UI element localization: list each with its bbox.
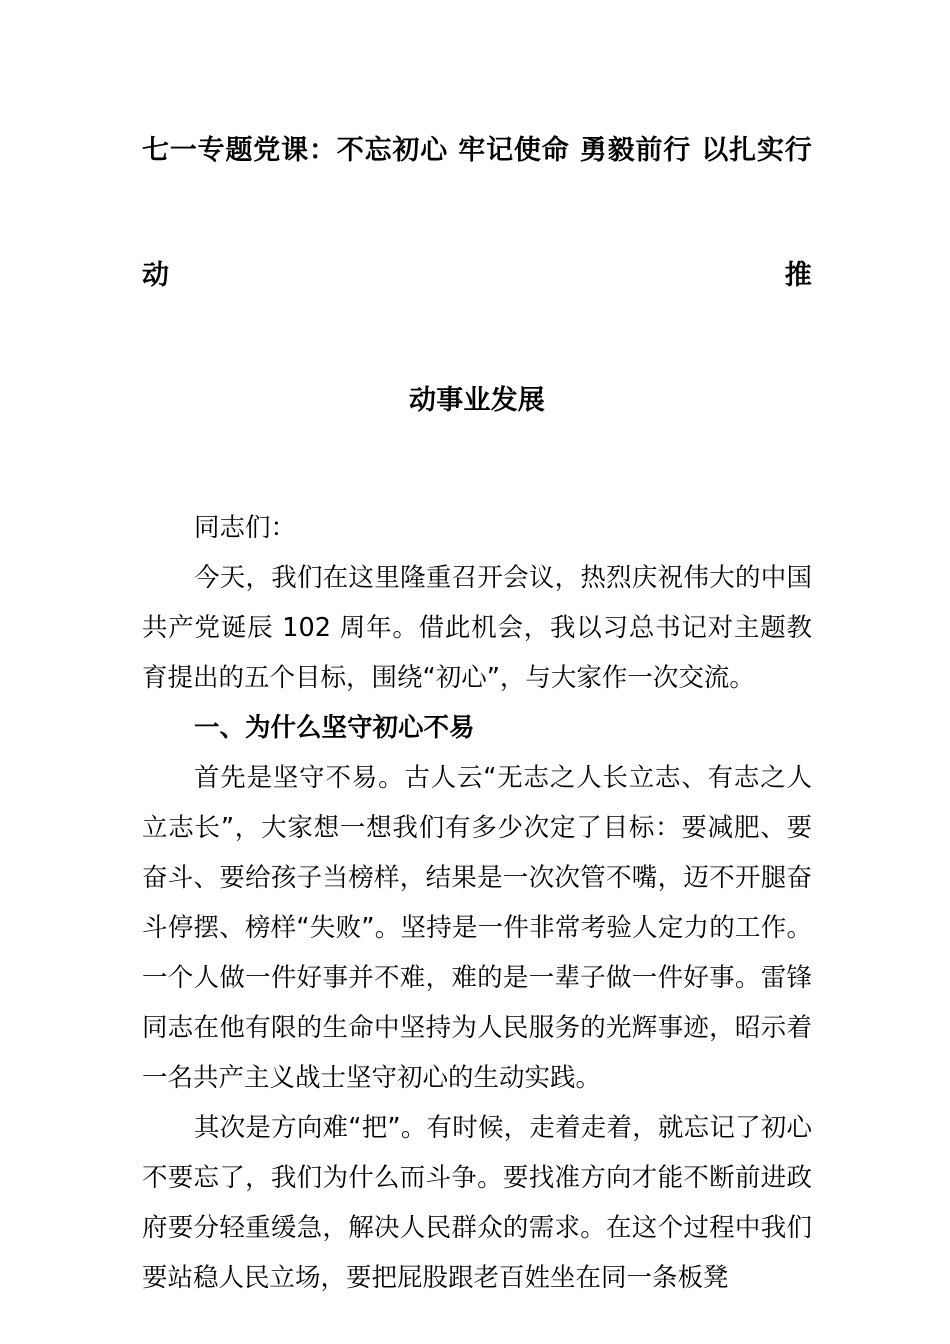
paragraph-opening: 今天，我们在这里隆重召开会议，热烈庆祝伟大的中国共产党诞辰 102 周年。借此机会，我以习总书记对主题教育提出的五个目标，围绕“初心”，与大家作一次交流。 [142,563,812,693]
document-body [142,503,812,1303]
salutation: 同志们： [194,513,297,543]
document-title-line-2: 动事业发展 [409,385,545,416]
paragraph-direction: 其次是方向难“把”。有时候，走着走着，就忘记了初心不要忘了，我们为什么而斗争。要找准方向才能不断前进政府要分轻重缓急，解决人民群众的需求。在这个过程中我们要站稳人民立场，要把屁股跟老百姓坐在同一条板凳 [142,1113,812,1293]
document-content [142,0,812,1303]
paragraph-keeping-faith: 首先是坚守不易。古人云“无志之人长立志、有志之人立志长”，大家想一想我们有多少次定了目标：要减肥、要奋斗、要给孩子当榜样，结果是一次次管不嘴，迈不开腿奋斗停摆、榜样“失败”。坚持是一件非常考验人定力的工作。一个人做一件好事并不难，难的是一辈子做一件好事。雷锋同志在他有限的生命中坚持为人民服务的光辉事迹，昭示着一名共产主义战士坚守初心的生动实践。 [142,763,812,1093]
document-title [142,0,812,463]
document-title-line-1: 七一专题党课：不忘初心 牢记使命 勇毅前行 以扎实行动推 [142,135,812,291]
section-heading-1: 一、为什么坚守初心不易 [194,713,475,743]
